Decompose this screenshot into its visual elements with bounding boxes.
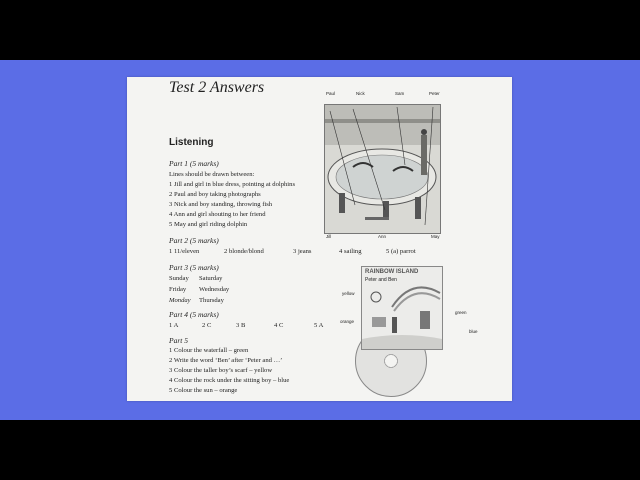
illus2-label: blue <box>469 329 478 334</box>
part1-line: 5 May and girl riding dolphin <box>169 221 248 228</box>
part1-intro: Lines should be drawn between: <box>169 171 255 178</box>
part2-answer: 4 sailing <box>339 248 362 255</box>
part5-line: 2 Write the word ‘Ben’ after ‘Peter and …’ <box>169 357 283 364</box>
part1-line: 4 Ann and girl shouting to her friend <box>169 211 266 218</box>
rainbow-island-illustration <box>361 266 443 350</box>
illus2-label: yellow <box>342 291 355 296</box>
part2-answer: 1 11/eleven <box>169 248 200 255</box>
illus2-heading: RAINBOW ISLAND <box>365 269 419 275</box>
part2-heading: Part 2 (5 marks) <box>169 236 219 245</box>
part3-day: Saturday <box>199 275 223 282</box>
section-heading: Listening <box>169 137 214 148</box>
part2-answer: 5 (a) parrot <box>386 248 416 255</box>
page-title: Test 2 Answers <box>169 79 265 96</box>
answer-sheet-page <box>127 77 512 401</box>
illus1-label: Ann <box>378 234 387 239</box>
part4-answer: 5 A <box>314 322 324 329</box>
illus2-label: orange <box>340 319 355 324</box>
part1-line: 2 Paul and boy taking photographs <box>169 191 261 198</box>
illus1-label: May <box>431 234 440 239</box>
part5-line: 3 Colour the taller boy’s scarf – yellow <box>169 367 273 374</box>
part4-heading: Part 4 (5 marks) <box>169 310 219 319</box>
illus2-label: green <box>455 310 467 315</box>
part4-answer: 1 A <box>169 322 179 329</box>
part5-line: 4 Colour the rock under the sitting boy – blue <box>169 377 290 384</box>
part2-answer: 2 blonde/blond <box>224 248 264 255</box>
part3-day: Sunday <box>169 275 189 282</box>
part3-day: Wednesday <box>199 286 230 293</box>
part5-line: 1 Colour the waterfall – green <box>169 347 249 354</box>
part4-answer: 4 C <box>274 322 284 329</box>
illus1-label: Paul <box>326 91 336 96</box>
part2-answer: 3 jeans <box>293 248 312 255</box>
part5-line: 5 Colour the sun – orange <box>169 387 238 394</box>
part3-day: Monday <box>169 297 191 304</box>
top-letterbox <box>0 0 640 60</box>
part3-day: Thursday <box>199 297 224 304</box>
part4-answer: 2 C <box>202 322 212 329</box>
rainbow-island-drawing <box>362 267 442 349</box>
illus1-label: Nick <box>356 91 365 96</box>
part1-heading: Part 1 (5 marks) <box>169 159 219 168</box>
part5-heading: Part 5 <box>169 336 188 345</box>
part3-day: Friday <box>169 286 187 293</box>
dolphin-pool-illustration <box>324 104 441 234</box>
illus1-label: Sam <box>395 91 405 96</box>
part1-line: 1 Jill and girl in blue dress, pointing at dolphins <box>169 181 296 188</box>
illus1-label: Peter <box>429 91 440 96</box>
bottom-letterbox <box>0 420 640 480</box>
illus2-subheading: Peter and Ben <box>365 277 397 283</box>
part4-answer: 3 B <box>236 322 246 329</box>
dolphin-pool-drawing <box>325 105 440 233</box>
part3-heading: Part 3 (5 marks) <box>169 263 219 272</box>
illus1-label: Jill <box>326 234 332 239</box>
part1-line: 3 Nick and boy standing, throwing fish <box>169 201 273 208</box>
